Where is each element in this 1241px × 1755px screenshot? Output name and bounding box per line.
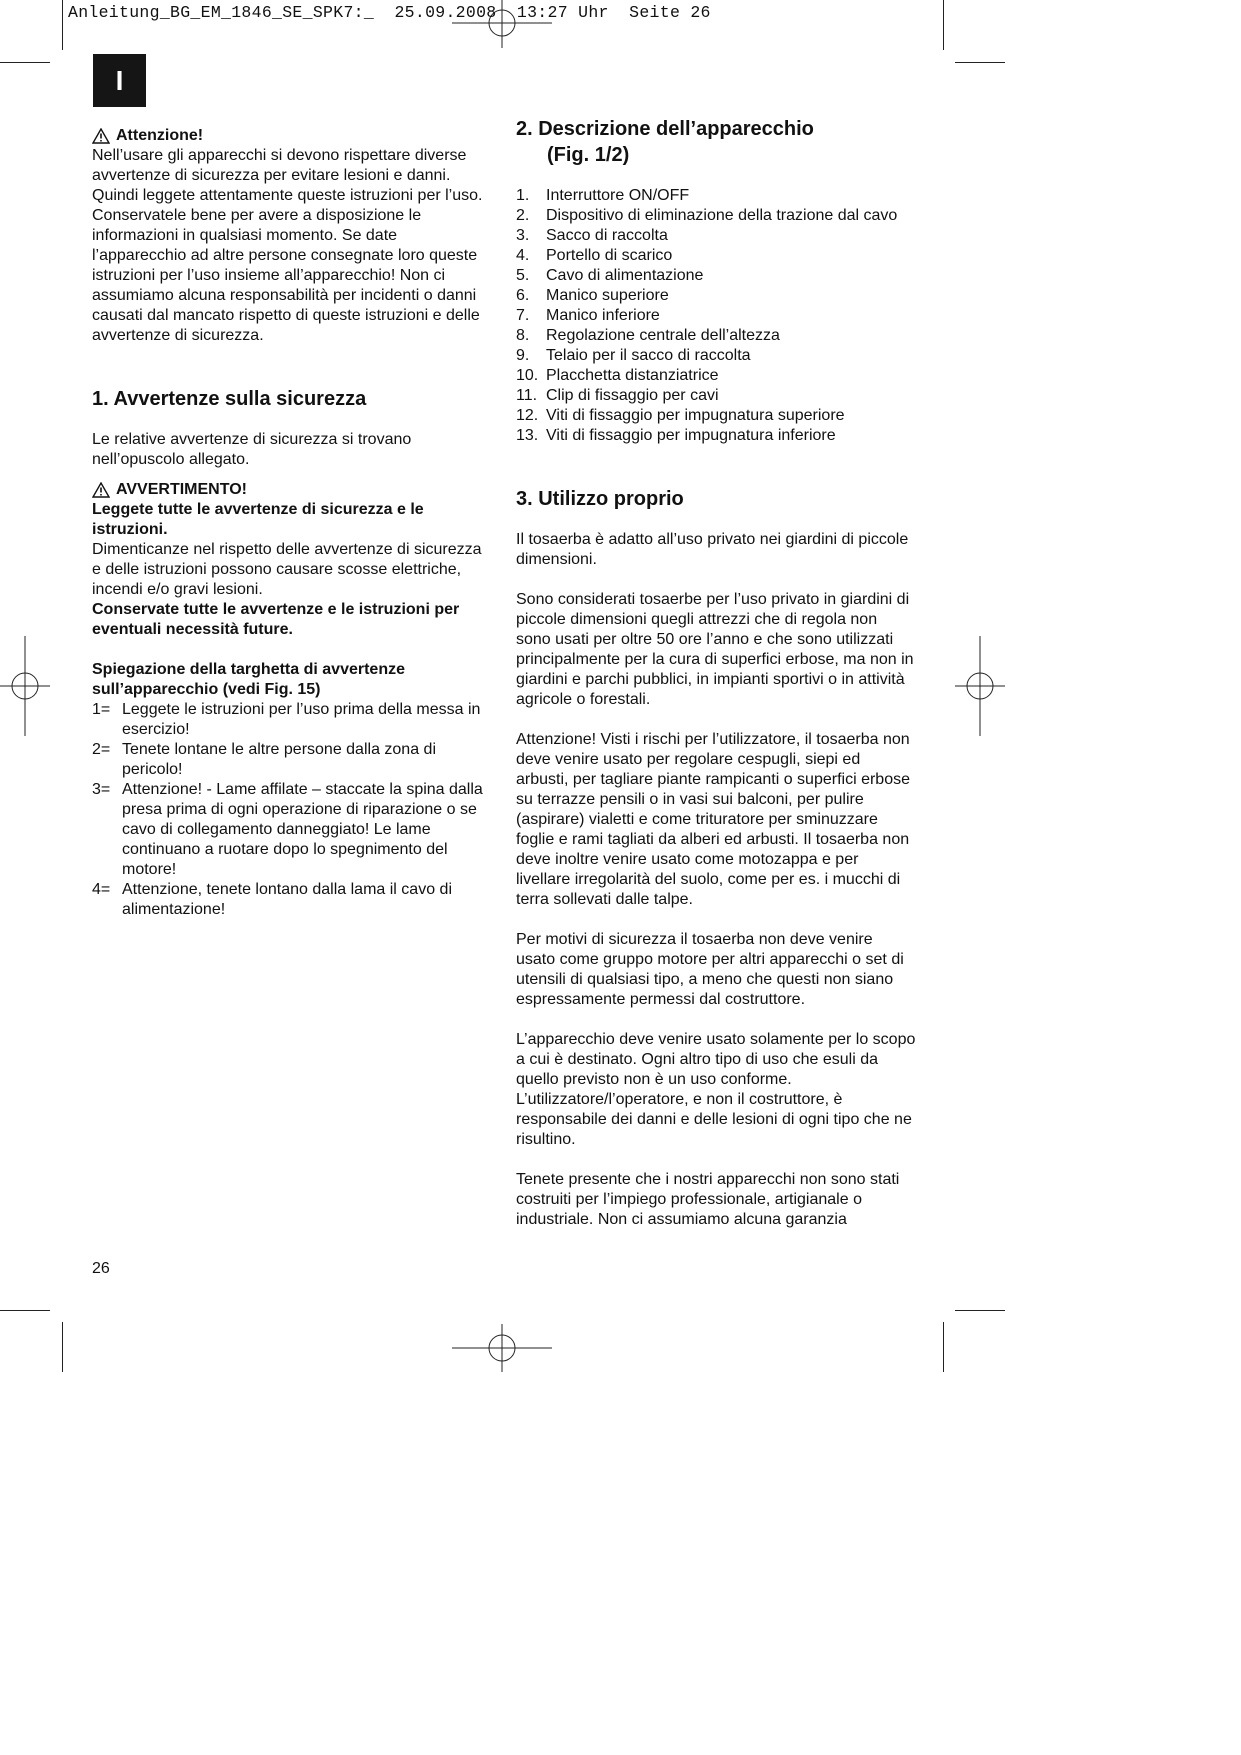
section-1-title: 1. Avvertenze sulla sicurezza (92, 388, 367, 410)
part-number: 2. (516, 207, 530, 224)
list-item (516, 206, 916, 226)
label-item-number: 2= (92, 741, 111, 758)
list-item (516, 226, 916, 246)
registration-mark-bottom-icon (452, 1324, 552, 1372)
part-number: 8. (516, 327, 530, 344)
label-item-text: Tenete lontane le altre persone dalla zona di pericolo! (122, 741, 436, 778)
label-item (92, 880, 492, 920)
label-item (92, 780, 492, 880)
part-text: Clip di fissaggio per cavi (546, 387, 719, 404)
header-time: 13:27 Uhr (516, 3, 609, 22)
part-number: 5. (516, 267, 530, 284)
warning-body: Dimenticanze nel rispetto delle avvertenze di sicurezza e delle istruzioni possono causare scosse elettriche, incendi e/o gravi lesioni. (92, 541, 482, 598)
crop-mark-top-right-horizontal (955, 62, 1005, 63)
list-item (516, 306, 916, 326)
header-page-label: Seite 26 (629, 3, 711, 22)
language-tab: I (93, 54, 146, 107)
registration-mark-right-icon (955, 636, 1005, 736)
attention-body: Nell’usare gli apparecchi si devono rispettare diverse avvertenze di sicurezza per evitare lesioni e danni. Quindi leggete attentamente queste istruzioni per l’uso. Conservatele bene per avere a disposizione le informazioni in qualsiasi momento. Se date l’apparecchio ad altre persone consegnate loro queste istruzioni per l’uso insieme all’apparecchio! Non ci assumiamo alcuna responsabilità per incidenti o danni causati dal mancato rispetto di queste istruzioni e delle avvertenze di sicurezza. (92, 147, 483, 344)
list-item (516, 266, 916, 286)
part-text: Viti di fissaggio per impugnatura inferiore (546, 427, 836, 444)
label-item-text: Attenzione! - Lame affilate – staccate la spina dalla presa prima di ogni operazione di riparazione o se cavo di collegamento danneggiato! Le lame continuano a ruotare dopo lo spegnimento del motore! (122, 781, 483, 878)
warning-bold-read: Leggete tutte le avvertenze di sicurezza e le istruzioni. (92, 501, 424, 538)
usage-paragraph: Tenete presente che i nostri apparecchi non sono stati costruiti per l’impiego professionale, artigianale o industriale. Non ci assumiamo alcuna garanzia (516, 1171, 900, 1228)
list-item (516, 366, 916, 386)
warning-heading (92, 480, 492, 500)
header-date: 25.09.2008 (394, 3, 497, 22)
warning-bold-keep: Conservate tutte le avvertenze e le istruzioni per eventuali necessità future. (92, 601, 460, 638)
label-explanation-title: Spiegazione della targhetta di avvertenze sull’apparecchio (vedi Fig. 15) (92, 661, 405, 698)
label-item-number: 1= (92, 701, 111, 718)
list-item (516, 426, 916, 446)
part-text: Portello di scarico (546, 247, 673, 264)
part-number: 11. (516, 387, 538, 404)
crop-mark-bottom-left-horizontal (0, 1310, 50, 1311)
list-item (516, 286, 916, 306)
part-text: Viti di fissaggio per impugnatura superiore (546, 407, 845, 424)
list-item (516, 406, 916, 426)
section-3-title: 3. Utilizzo proprio (516, 488, 684, 510)
list-item (516, 246, 916, 266)
section-2-title (516, 116, 916, 168)
part-text: Sacco di raccolta (546, 227, 668, 244)
part-text: Regolazione centrale dell’altezza (546, 327, 780, 344)
usage-paragraph: Il tosaerba è adatto all’uso privato nei giardini di piccole dimensioni. (516, 531, 909, 568)
label-items-list (92, 700, 492, 920)
registration-mark-left-icon (0, 636, 50, 736)
print-header (68, 3, 711, 22)
list-item (516, 386, 916, 406)
crop-mark-bottom-left-vertical (62, 1322, 63, 1372)
label-item-text: Attenzione, tenete lontano dalla lama il cavo di alimentazione! (122, 881, 452, 918)
warning-triangle-icon (92, 128, 110, 144)
part-text: Dispositivo di eliminazione della trazione dal cavo (546, 207, 898, 224)
label-item (92, 740, 492, 780)
list-item (516, 186, 916, 206)
crop-mark-top-right-vertical (943, 0, 944, 50)
part-number: 6. (516, 287, 530, 304)
crop-mark-top-left-horizontal (0, 62, 50, 63)
section-2-title-line1: 2. Descrizione dell’apparecchio (516, 118, 814, 140)
crop-mark-top-left-vertical (62, 0, 63, 50)
part-number: 4. (516, 247, 530, 264)
part-number: 7. (516, 307, 530, 324)
usage-paragraph: Attenzione! Visti i rischi per l’utilizzatore, il tosaerba non deve venire usato per regolare cespugli, siepi ed arbusti, per tagliare piante rampicanti o superfici erbose su terrazze pensili o in vasi sui balconi, per pulire (aspirare) vialetti e come trituratore per sminuzzare foglie e rami tagliati da alberi ed arbusti. Il tosaerba non deve inoltre venire usato come motozappa e per livellare irregolarità del suolo, come per es. i mucchi di terra sollevati dalle talpe. (516, 731, 910, 908)
warning-triangle-icon (92, 482, 110, 498)
list-item (516, 326, 916, 346)
label-item-text: Leggete le istruzioni per l’uso prima della messa in esercizio! (122, 701, 481, 738)
part-number: 9. (516, 347, 530, 364)
part-text: Cavo di alimentazione (546, 267, 704, 284)
page-number: 26 (92, 1260, 110, 1277)
part-text: Interruttore ON/OFF (546, 187, 690, 204)
header-file-label: Anleitung_BG_EM_1846_SE_SPK7:_ (68, 3, 375, 22)
crop-mark-bottom-right-horizontal (955, 1310, 1005, 1311)
attention-title: Attenzione! (116, 127, 204, 144)
list-item (516, 346, 916, 366)
warning-title: AVVERTIMENTO! (116, 481, 247, 498)
part-text: Manico superiore (546, 287, 669, 304)
parts-list (516, 186, 916, 446)
part-number: 10. (516, 367, 539, 384)
label-item (92, 700, 492, 740)
part-text: Telaio per il sacco di raccolta (546, 347, 751, 364)
right-column (516, 116, 916, 1230)
usage-paragraph: Sono considerati tosaerbe per l’uso privato in giardini di piccole dimensioni quegli attrezzi che di regola non sono usati per oltre 50 ore l’anno e che sono utilizzati principalmente per la cura di superfici erbose, ma non in giardini e parchi pubblici, in impianti sportivi o in attività agricole o forestali. (516, 591, 914, 708)
crop-mark-bottom-right-vertical (943, 1322, 944, 1372)
label-item-number: 4= (92, 881, 111, 898)
usage-paragraph: Per motivi di sicurezza il tosaerba non deve venire usato come gruppo motore per altri apparecchi o set di utensili di qualsiasi tipo, a meno che questi non siano espressamente permessi dal costruttore. (516, 931, 904, 1008)
part-number: 12. (516, 407, 539, 424)
left-column (92, 126, 492, 920)
usage-paragraph: L’apparecchio deve venire usato solamente per lo scopo a cui è destinato. Ogni altro tipo di uso che esuli da quello previsto non è un uso conforme. L’utilizzatore/l’operatore, e non il costruttore, è responsabile dei danni e delle lesioni di ogni tipo che ne risultino. (516, 1031, 916, 1148)
label-item-number: 3= (92, 781, 111, 798)
part-text: Manico inferiore (546, 307, 660, 324)
section-2-title-line2: (Fig. 1/2) (547, 144, 630, 166)
attention-heading (92, 126, 492, 146)
part-number: 3. (516, 227, 530, 244)
part-number: 1. (516, 187, 530, 204)
section-1-body: Le relative avvertenze di sicurezza si trovano nell’opuscolo allegato. (92, 431, 412, 468)
part-text: Placchetta distanziatrice (546, 367, 719, 384)
part-number: 13. (516, 427, 539, 444)
